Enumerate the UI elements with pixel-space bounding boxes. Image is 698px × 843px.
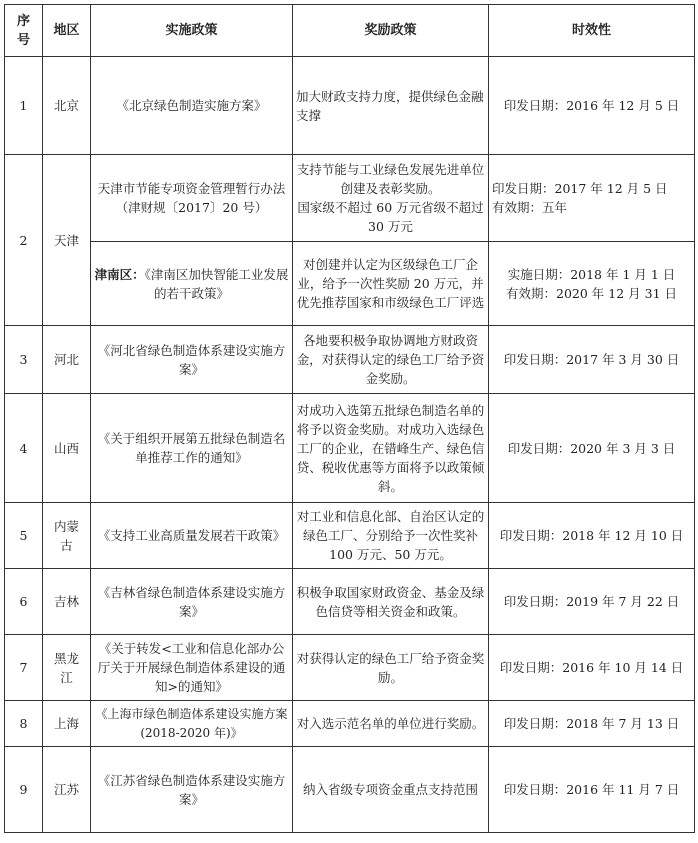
row-sub-policy [91, 242, 293, 326]
row-reward: 对入选示范名单的单位进行奖励。 [293, 701, 489, 747]
row-region: 上海 [43, 701, 91, 747]
row-policy: 《北京绿色制造实施方案》 [91, 57, 293, 155]
row-policy: 《上海市绿色制造体系建设实施方案(2018-2020 年)》 [91, 701, 293, 747]
header-region: 地区 [43, 5, 91, 57]
row-index: 3 [5, 326, 43, 394]
district-policy: 《津南区加快智能工业发展的若干政策》 [144, 266, 289, 301]
header-index: 序 号 [5, 5, 43, 57]
row-index: 2 [5, 155, 43, 326]
table-row [5, 326, 695, 394]
row-validity: 印发日期：2020 年 3 月 3 日 [489, 394, 695, 503]
row-region: 河北 [43, 326, 91, 394]
row-validity: 印发日期：2017 年 3 月 30 日 [489, 326, 695, 394]
row-validity: 印发日期：2017 年 12 月 5 日 有效期：五年 [489, 155, 695, 242]
row-validity: 印发日期：2016 年 11 月 7 日 [489, 747, 695, 833]
row-index: 9 [5, 747, 43, 833]
row-validity: 印发日期：2016 年 10 月 14 日 [489, 635, 695, 701]
table-row [5, 57, 695, 155]
row-index: 7 [5, 635, 43, 701]
row-validity: 印发日期：2018 年 12 月 10 日 [489, 503, 695, 569]
row-policy: 《关于组织开展第五批绿色制造名单推荐工作的通知》 [91, 394, 293, 503]
table-row [5, 635, 695, 701]
header-policy: 实施政策 [91, 5, 293, 57]
table-row [5, 701, 695, 747]
table-row [5, 747, 695, 833]
row-index: 1 [5, 57, 43, 155]
row-reward: 积极争取国家财政资金、基金及绿色信贷等相关资金和政策。 [293, 569, 489, 635]
row-index: 6 [5, 569, 43, 635]
header-reward: 奖励政策 [293, 5, 489, 57]
row-validity: 印发日期：2019 年 7 月 22 日 [489, 569, 695, 635]
row-reward: 纳入省级专项资金重点支持范围 [293, 747, 489, 833]
header-validity: 时效性 [489, 5, 695, 57]
row-policy: 《关于转发<工业和信息化部办公厅关于开展绿色制造体系建设的通知>的通知》 [91, 635, 293, 701]
policy-table [4, 4, 695, 833]
row-policy: 《吉林省绿色制造体系建设实施方案》 [91, 569, 293, 635]
row-index: 8 [5, 701, 43, 747]
row-reward: 对成功入选第五批绿色制造名单的将予以资金奖励。对成功入选绿色工厂的企业，在错峰生产、绿色信贷、税收优惠等方面将予以政策倾斜。 [293, 394, 489, 503]
row-policy: 《河北省绿色制造体系建设实施方案》 [91, 326, 293, 394]
row-region: 北京 [43, 57, 91, 155]
row-reward: 对获得认定的绿色工厂给予资金奖励。 [293, 635, 489, 701]
table-row [5, 569, 695, 635]
district-label: 津南区： [94, 266, 145, 282]
table-row [5, 155, 695, 242]
table-row [5, 394, 695, 503]
row-region: 江苏 [43, 747, 91, 833]
row-region: 天津 [43, 155, 91, 326]
table-row [5, 503, 695, 569]
row-reward: 支持节能与工业绿色发展先进单位创建及表彰奖励。 国家级不超过 60 万元省级不超过 30 万元 [293, 155, 489, 242]
header-row [5, 5, 695, 57]
row-index: 5 [5, 503, 43, 569]
row-validity: 印发日期：2018 年 7 月 13 日 [489, 701, 695, 747]
row-index: 4 [5, 394, 43, 503]
row-region: 吉林 [43, 569, 91, 635]
row-reward: 各地要积极争取协调地方财政资金，对获得认定的绿色工厂给予资金奖励。 [293, 326, 489, 394]
row-sub-reward: 对创建并认定为区级绿色工厂企业，给予一次性奖励 20 万元，并优先推荐国家和市级绿色工厂评选 [293, 242, 489, 326]
row-region: 内蒙 古 [43, 503, 91, 569]
row-validity: 印发日期：2016 年 12 月 5 日 [489, 57, 695, 155]
row-reward: 对工业和信息化部、自治区认定的绿色工厂、分别给予一次性奖补 100 万元、50 万元。 [293, 503, 489, 569]
table-subrow [5, 242, 695, 326]
row-region: 黑龙 江 [43, 635, 91, 701]
row-policy: 天津市节能专项资金管理暂行办法（津财规〔2017〕20 号） [91, 155, 293, 242]
row-policy: 《江苏省绿色制造体系建设实施方案》 [91, 747, 293, 833]
row-reward: 加大财政支持力度，提供绿色金融支撑 [293, 57, 489, 155]
row-region: 山西 [43, 394, 91, 503]
row-sub-validity: 实施日期：2018 年 1 月 1 日 有效期：2020 年 12 月 31 日 [489, 242, 695, 326]
row-policy: 《支持工业高质量发展若干政策》 [91, 503, 293, 569]
